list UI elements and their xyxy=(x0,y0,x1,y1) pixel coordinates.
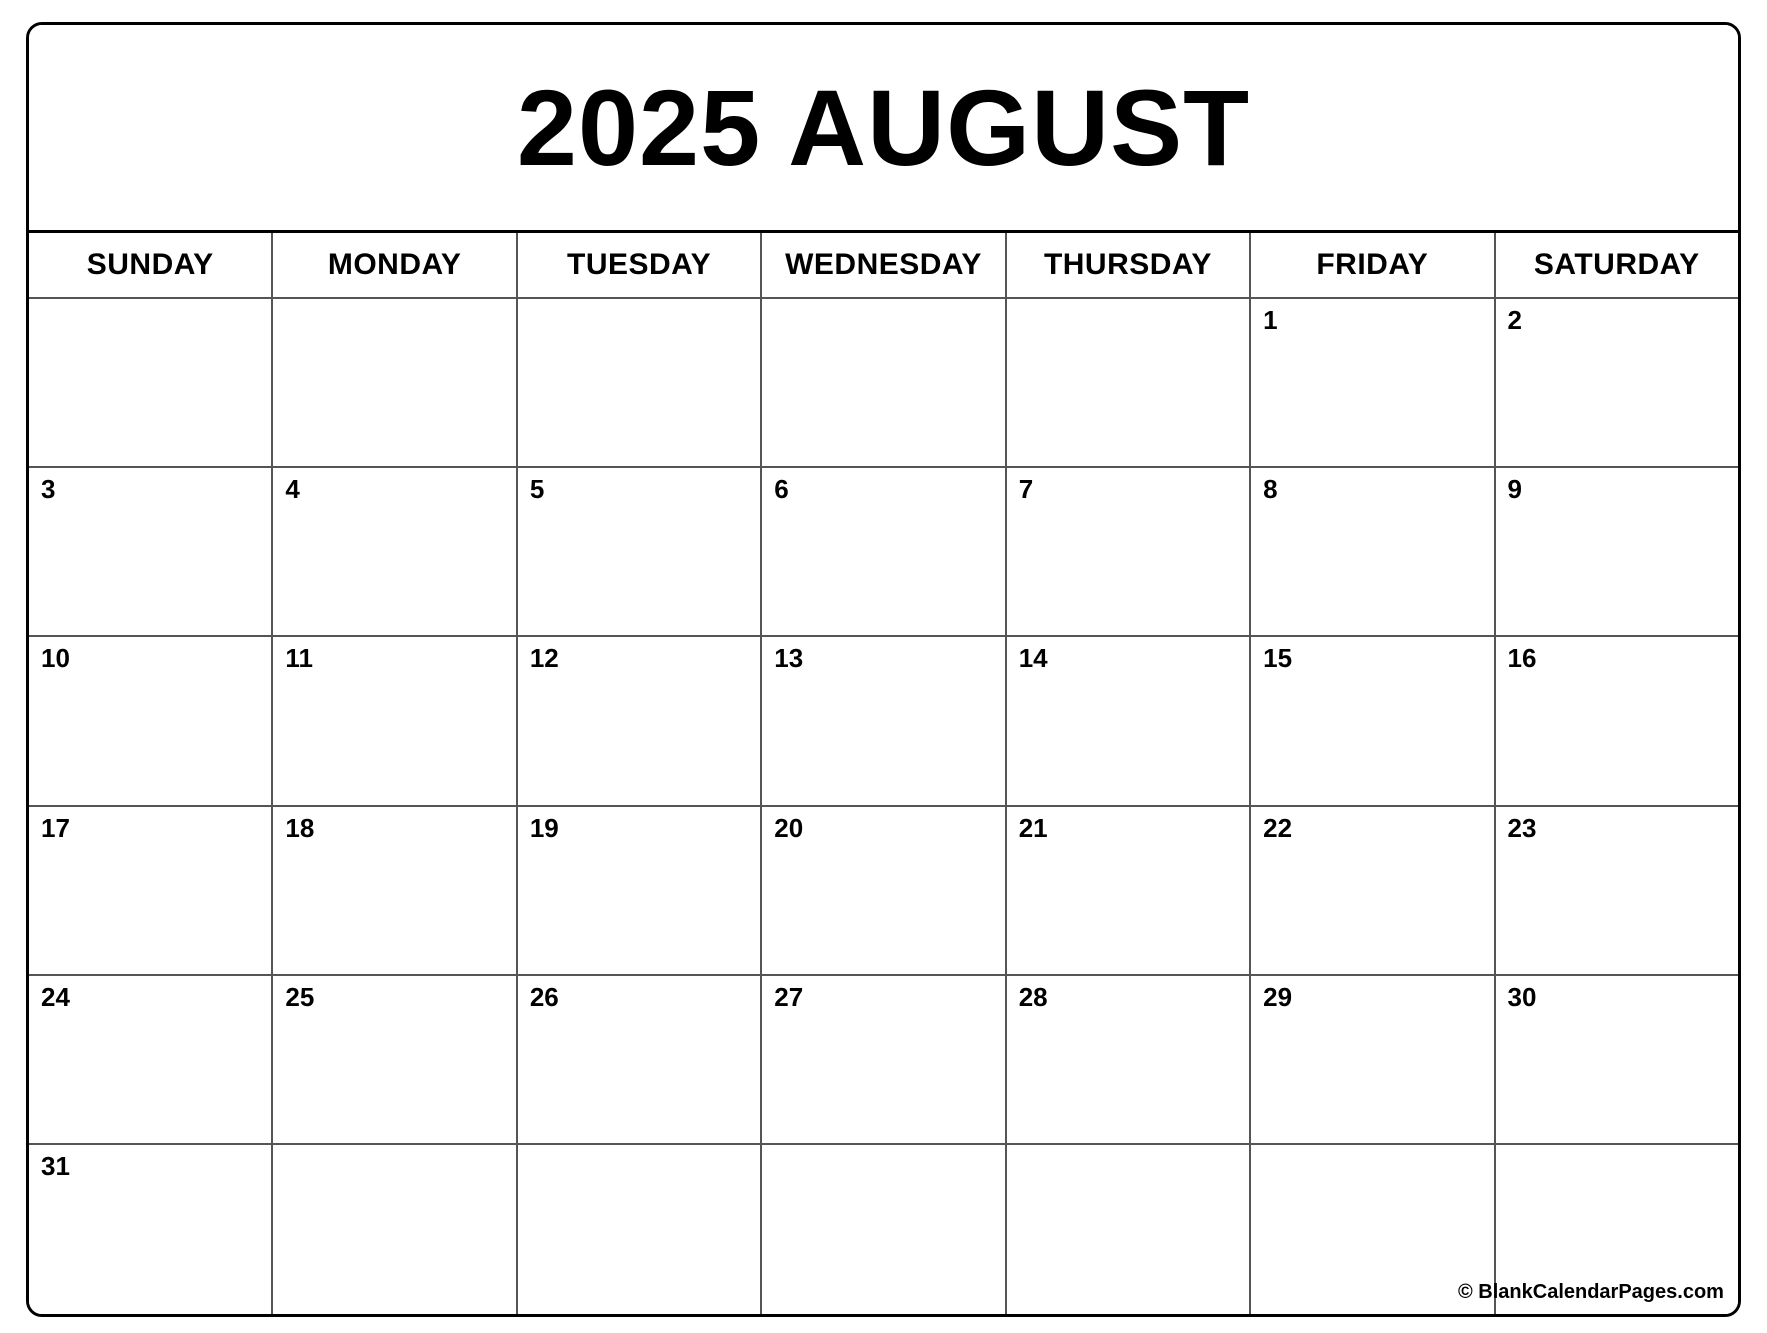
day-number: 10 xyxy=(41,643,70,674)
day-cell[interactable] xyxy=(518,299,762,468)
calendar-week-row xyxy=(29,637,1738,806)
day-cell[interactable] xyxy=(1496,637,1738,806)
day-cell[interactable] xyxy=(1251,299,1495,468)
day-number: 9 xyxy=(1507,474,1522,505)
day-number: 27 xyxy=(774,981,804,1012)
day-number: 31 xyxy=(41,1150,70,1181)
day-number: 26 xyxy=(529,981,559,1012)
day-number: 23 xyxy=(1507,812,1537,843)
day-number: 21 xyxy=(1018,812,1048,843)
day-cell[interactable] xyxy=(29,807,273,976)
day-cell[interactable] xyxy=(29,637,273,806)
calendar-week-row xyxy=(29,976,1738,1145)
day-number: 28 xyxy=(1018,981,1048,1012)
day-cell[interactable] xyxy=(273,468,517,637)
day-cell[interactable] xyxy=(518,807,762,976)
day-number: 4 xyxy=(285,474,300,505)
weekday-label: WEDNESDAY xyxy=(785,248,982,281)
day-cell[interactable] xyxy=(1251,637,1495,806)
weekday-header-wednesday xyxy=(762,233,1006,299)
calendar-title-bar xyxy=(29,25,1738,233)
day-number: 5 xyxy=(529,474,545,505)
day-cell[interactable] xyxy=(273,299,517,468)
day-number: 30 xyxy=(1507,981,1537,1012)
day-cell[interactable] xyxy=(762,468,1006,637)
day-cell[interactable] xyxy=(273,637,517,806)
calendar-border xyxy=(26,22,1741,1317)
day-cell[interactable] xyxy=(1251,976,1495,1145)
weekday-label: SUNDAY xyxy=(86,248,214,281)
day-number: 29 xyxy=(1263,981,1293,1012)
weekday-header-saturday xyxy=(1496,233,1738,299)
day-cell[interactable] xyxy=(762,807,1006,976)
day-number: 7 xyxy=(1018,474,1034,505)
calendar-grid xyxy=(29,233,1738,1314)
weekday-label: FRIDAY xyxy=(1316,248,1429,281)
day-cell[interactable] xyxy=(1496,468,1738,637)
weekday-label: MONDAY xyxy=(327,248,462,281)
day-number: 3 xyxy=(41,474,56,505)
day-cell[interactable] xyxy=(1007,807,1251,976)
day-number: 16 xyxy=(1507,643,1537,674)
weekday-header-thursday xyxy=(1007,233,1251,299)
day-number: 6 xyxy=(774,474,789,505)
day-cell[interactable] xyxy=(1251,807,1495,976)
day-cell[interactable] xyxy=(1007,976,1251,1145)
day-number: 13 xyxy=(774,643,804,674)
weekday-header-tuesday xyxy=(518,233,762,299)
day-cell[interactable] xyxy=(762,976,1006,1145)
weekday-label: THURSDAY xyxy=(1043,248,1212,281)
day-cell[interactable] xyxy=(518,976,762,1145)
calendar-week-row xyxy=(29,1145,1738,1314)
day-cell[interactable] xyxy=(1007,1145,1251,1314)
day-number: 12 xyxy=(529,643,559,674)
day-cell[interactable] xyxy=(1496,807,1738,976)
day-number: 18 xyxy=(285,812,315,843)
day-cell[interactable] xyxy=(1007,299,1251,468)
calendar-week-row xyxy=(29,807,1738,976)
day-cell[interactable] xyxy=(1007,637,1251,806)
day-cell[interactable] xyxy=(29,976,273,1145)
day-cell[interactable] xyxy=(273,1145,517,1314)
day-cell[interactable] xyxy=(1496,976,1738,1145)
day-cell[interactable] xyxy=(518,1145,762,1314)
day-number: 14 xyxy=(1018,643,1048,674)
day-number: 19 xyxy=(529,812,559,843)
day-number: 17 xyxy=(41,812,70,843)
day-cell[interactable] xyxy=(29,1145,273,1314)
day-cell[interactable] xyxy=(1496,299,1738,468)
calendar-week-row xyxy=(29,468,1738,637)
day-cell[interactable] xyxy=(762,637,1006,806)
weekday-label: TUESDAY xyxy=(567,248,712,281)
day-cell[interactable] xyxy=(273,807,517,976)
weekday-label: SATURDAY xyxy=(1533,248,1700,281)
page-title: 2025 AUGUST xyxy=(516,66,1251,188)
day-number: 11 xyxy=(285,643,313,674)
day-cell[interactable] xyxy=(29,299,273,468)
day-cell[interactable] xyxy=(1007,468,1251,637)
day-cell[interactable] xyxy=(273,976,517,1145)
weekday-header-monday xyxy=(273,233,517,299)
day-cell[interactable] xyxy=(518,468,762,637)
day-number: 20 xyxy=(774,812,804,843)
day-number: 1 xyxy=(1263,305,1278,335)
day-number: 22 xyxy=(1263,812,1293,843)
day-number: 8 xyxy=(1263,474,1278,505)
calendar-week-row xyxy=(29,299,1738,468)
day-number: 15 xyxy=(1263,643,1293,674)
day-number: 24 xyxy=(41,981,70,1012)
day-cell[interactable] xyxy=(1458,1145,1738,1314)
day-cell[interactable] xyxy=(518,637,762,806)
day-number: 2 xyxy=(1507,305,1522,335)
weekday-header-friday xyxy=(1251,233,1495,299)
day-number: 25 xyxy=(285,981,315,1012)
day-cell[interactable] xyxy=(1251,468,1495,637)
day-cell[interactable] xyxy=(29,468,273,637)
day-cell[interactable] xyxy=(762,1145,1006,1314)
day-cell[interactable] xyxy=(762,299,1006,468)
copyright-credit: © BlankCalendarPages.com xyxy=(1458,1281,1724,1304)
weekday-header-sunday xyxy=(29,233,273,299)
weekday-header-row xyxy=(29,233,1738,299)
